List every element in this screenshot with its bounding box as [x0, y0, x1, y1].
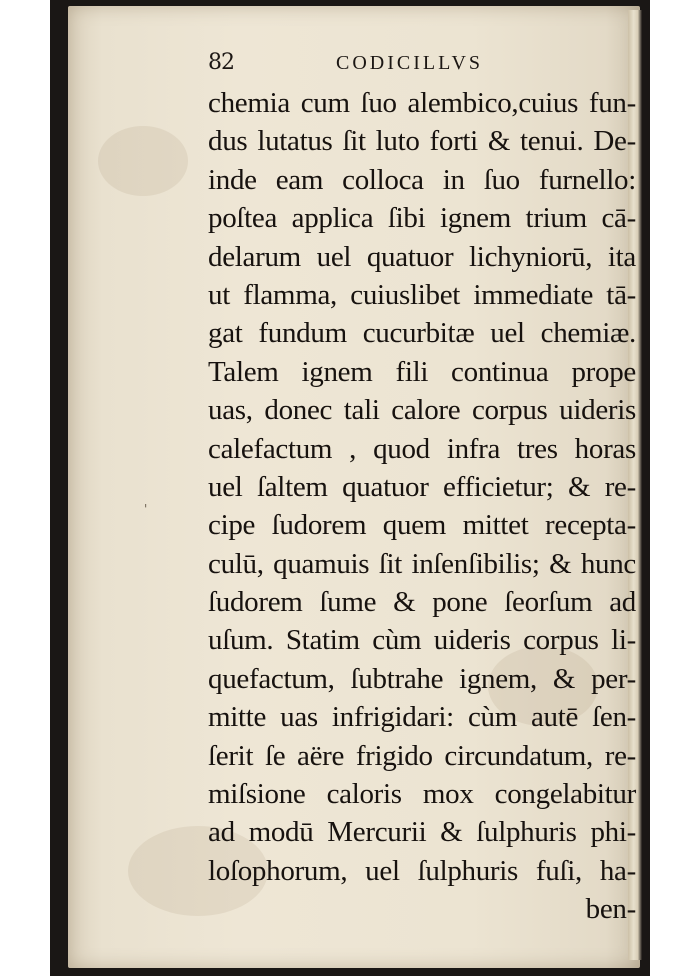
- body-text: [208, 84, 636, 929]
- text-line: delarum uel quatuor lichyniorū, ita: [208, 240, 636, 273]
- text-line: ad modū Mercurii & ſulphuris phi-: [208, 816, 636, 849]
- text-line: Talem ignem fili continua prope: [208, 355, 636, 388]
- text-line: quefactum, ſubtrahe ignem, & per-: [208, 662, 636, 695]
- text-line: ſudorem ſume & pone ſeorſum ad: [208, 586, 636, 619]
- text-line: ut flamma, cuiuslibet immediate tā-: [208, 278, 636, 311]
- text-line: uſum. Statim cùm uideris corpus li-: [208, 624, 636, 657]
- page-number: 82: [208, 50, 234, 75]
- paper-stain: [98, 126, 188, 196]
- text-line: culū, quamuis ſit inſenſibilis; & hunc: [208, 547, 636, 580]
- running-title: CODICILLVS: [336, 52, 484, 74]
- text-line: miſsione caloris mox congelabitur: [208, 778, 636, 811]
- text-line: cipe ſudorem quem mittet recepta-: [208, 509, 636, 542]
- running-head: [0, 50, 690, 80]
- catchword: ben-: [585, 893, 636, 926]
- text-line: inde eam colloca in ſuo furnello:: [208, 163, 636, 196]
- text-line: poſtea applica ſibi ignem trium cā-: [208, 202, 636, 235]
- text-line: uel ſaltem quatuor efficietur; & re-: [208, 470, 636, 503]
- text-line: mitte uas infrigidari: cùm autē ſen-: [208, 701, 636, 734]
- text-line: chemia cum ſuo alembico,cuius fun-: [208, 87, 636, 119]
- margin-mark: ': [144, 502, 148, 516]
- text-line: calefactum , quod infra tres horas: [208, 432, 636, 465]
- text-line: uas, donec tali calore corpus uideris: [208, 394, 636, 427]
- text-line: dus lutatus ſit luto forti & tenui. De-: [208, 125, 636, 158]
- text-line: gat fundum cucurbitæ uel chemiæ.: [208, 317, 636, 350]
- text-line: loſophorum, uel ſulphuris fuſi, ha-: [208, 854, 636, 887]
- text-line: ſerit ſe aëre frigido circundatum, re-: [208, 739, 636, 772]
